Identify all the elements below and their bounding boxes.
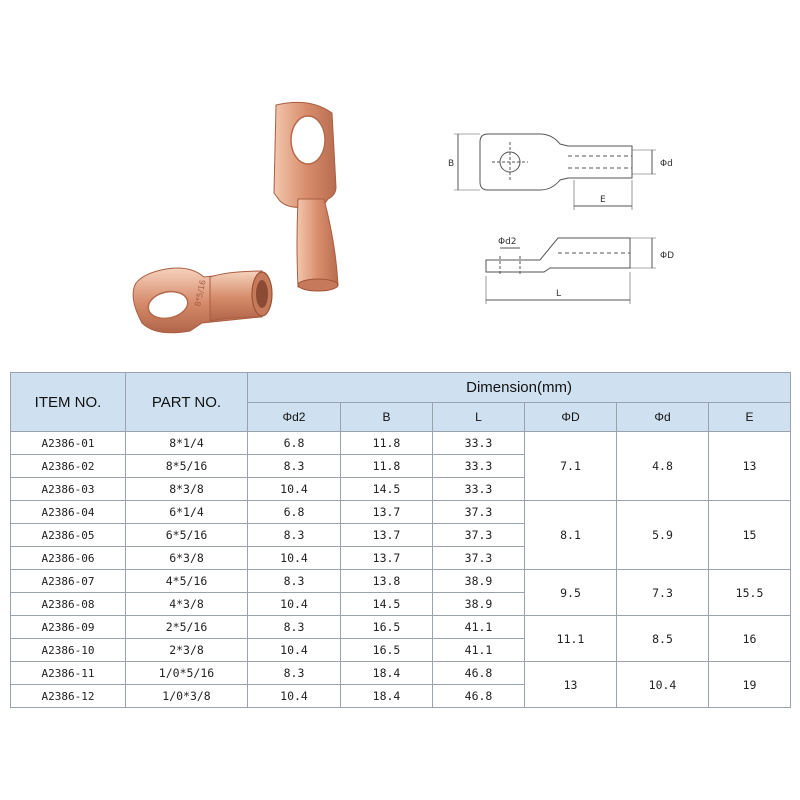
d2-cell: 6.8 (248, 432, 341, 455)
item-no-cell: A2386-06 (11, 547, 126, 570)
header-d2: Φd2 (248, 402, 341, 432)
d2-cell: 10.4 (248, 593, 341, 616)
side-view (486, 238, 656, 304)
l-cell: 37.3 (433, 501, 525, 524)
d2-cell: 10.4 (248, 478, 341, 501)
item-no-cell: A2386-09 (11, 616, 126, 639)
outer-diameter-cell: 8.1 (525, 501, 617, 570)
part-no-cell: 6*3/8 (126, 547, 248, 570)
l-cell: 46.8 (433, 662, 525, 685)
table-row (11, 570, 791, 593)
header-item-no: ITEM NO. (11, 373, 126, 432)
item-no-cell: A2386-01 (11, 432, 126, 455)
header-dimension: Dimension(mm) (248, 373, 791, 403)
header-b: B (341, 402, 433, 432)
part-no-cell: 8*5/16 (126, 455, 248, 478)
d2-cell: 10.4 (248, 547, 341, 570)
label-d-small: Φd (660, 159, 673, 169)
product-photo (110, 95, 340, 355)
item-no-cell: A2386-10 (11, 639, 126, 662)
item-no-cell: A2386-04 (11, 501, 126, 524)
d2-cell: 8.3 (248, 455, 341, 478)
part-no-cell: 2*3/8 (126, 639, 248, 662)
part-no-cell: 1/0*5/16 (126, 662, 248, 685)
inner-diameter-cell: 7.3 (617, 570, 709, 616)
item-no-cell: A2386-03 (11, 478, 126, 501)
b-cell: 13.7 (341, 547, 433, 570)
l-cell: 37.3 (433, 547, 525, 570)
table-row (11, 616, 791, 639)
part-no-cell: 8*3/8 (126, 478, 248, 501)
table-row (11, 432, 791, 455)
b-cell: 13.8 (341, 570, 433, 593)
b-cell: 18.4 (341, 685, 433, 708)
l-cell: 33.3 (433, 455, 525, 478)
b-cell: 14.5 (341, 593, 433, 616)
table-row (11, 501, 791, 524)
upright-lug (274, 102, 338, 291)
l-cell: 33.3 (433, 432, 525, 455)
lying-lug (133, 268, 272, 333)
e-cell: 15.5 (709, 570, 791, 616)
e-cell: 13 (709, 432, 791, 501)
item-no-cell: A2386-02 (11, 455, 126, 478)
b-cell: 11.8 (341, 432, 433, 455)
spec-table (10, 372, 791, 708)
label-l: L (556, 289, 562, 299)
inner-diameter-cell: 8.5 (617, 616, 709, 662)
label-d-big: ΦD (660, 251, 675, 261)
d2-cell: 8.3 (248, 570, 341, 593)
part-no-cell: 2*5/16 (126, 616, 248, 639)
part-no-cell: 8*1/4 (126, 432, 248, 455)
b-cell: 11.8 (341, 455, 433, 478)
e-cell: 15 (709, 501, 791, 570)
inner-diameter-cell: 4.8 (617, 432, 709, 501)
inner-diameter-cell: 5.9 (617, 501, 709, 570)
spec-table-body (11, 432, 791, 708)
item-no-cell: A2386-12 (11, 685, 126, 708)
label-d2: Φd2 (498, 237, 517, 247)
l-cell: 41.1 (433, 639, 525, 662)
item-no-cell: A2386-11 (11, 662, 126, 685)
d2-cell: 8.3 (248, 662, 341, 685)
part-no-cell: 6*5/16 (126, 524, 248, 547)
header-part-no: PART NO. (126, 373, 248, 432)
top-view (454, 134, 656, 210)
outer-diameter-cell: 7.1 (525, 432, 617, 501)
technical-drawing (440, 120, 700, 320)
l-cell: 33.3 (433, 478, 525, 501)
item-no-cell: A2386-07 (11, 570, 126, 593)
b-cell: 16.5 (341, 616, 433, 639)
l-cell: 37.3 (433, 524, 525, 547)
e-cell: 16 (709, 616, 791, 662)
b-cell: 16.5 (341, 639, 433, 662)
header-d-big: ΦD (525, 402, 617, 432)
l-cell: 38.9 (433, 593, 525, 616)
header-e: E (709, 402, 791, 432)
e-cell: 19 (709, 662, 791, 708)
inner-diameter-cell: 10.4 (617, 662, 709, 708)
b-cell: 13.7 (341, 501, 433, 524)
d2-cell: 8.3 (248, 524, 341, 547)
b-cell: 14.5 (341, 478, 433, 501)
d2-cell: 10.4 (248, 639, 341, 662)
outer-diameter-cell: 11.1 (525, 616, 617, 662)
d2-cell: 6.8 (248, 501, 341, 524)
label-b: B (448, 159, 455, 169)
part-no-cell: 4*3/8 (126, 593, 248, 616)
part-no-cell: 6*1/4 (126, 501, 248, 524)
item-no-cell: A2386-05 (11, 524, 126, 547)
item-no-cell: A2386-08 (11, 593, 126, 616)
outer-diameter-cell: 13 (525, 662, 617, 708)
d2-cell: 10.4 (248, 685, 341, 708)
part-no-cell: 4*5/16 (126, 570, 248, 593)
l-cell: 46.8 (433, 685, 525, 708)
part-no-cell: 1/0*3/8 (126, 685, 248, 708)
header-d-small: Φd (617, 402, 709, 432)
l-cell: 38.9 (433, 570, 525, 593)
header-l: L (433, 402, 525, 432)
table-row (11, 662, 791, 685)
l-cell: 41.1 (433, 616, 525, 639)
d2-cell: 8.3 (248, 616, 341, 639)
outer-diameter-cell: 9.5 (525, 570, 617, 616)
lug-stamp: 8*5/16 (193, 279, 208, 308)
label-e: E (600, 195, 606, 205)
b-cell: 18.4 (341, 662, 433, 685)
b-cell: 13.7 (341, 524, 433, 547)
